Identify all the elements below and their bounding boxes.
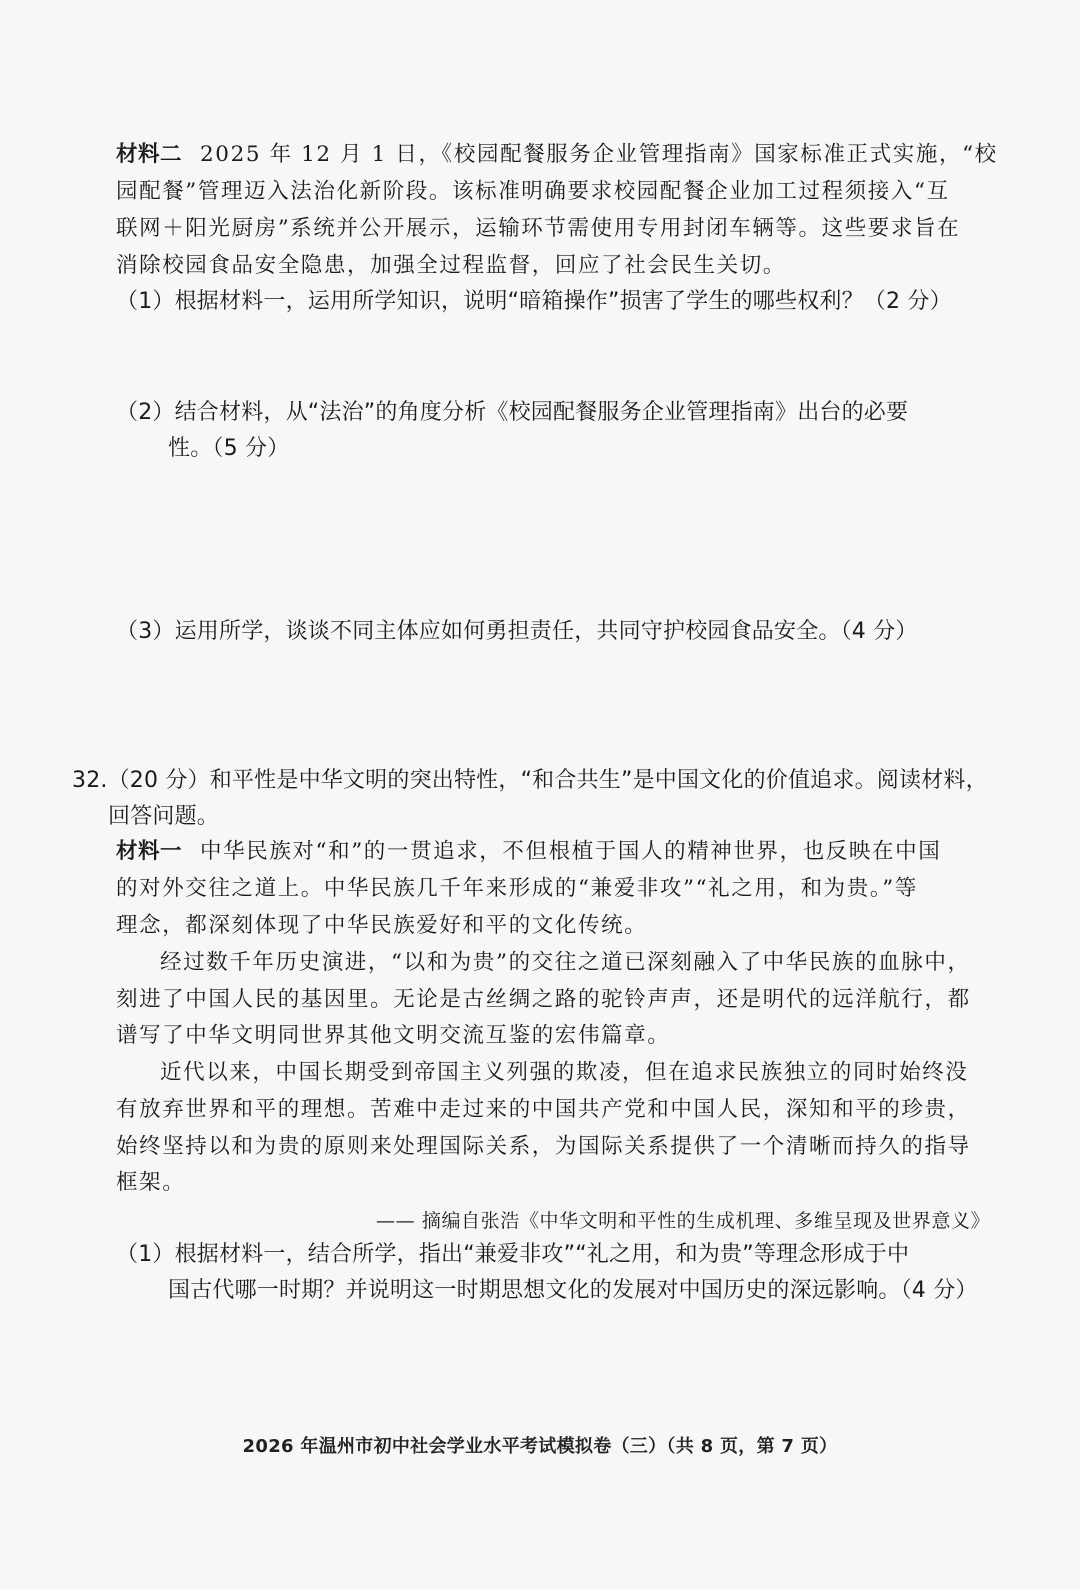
question-32-1-line-1: （1）根据材料一，结合所学，指出“兼爱非攻”“礼之用，和为贵”等理念形成于中 [116,1242,910,1267]
material2-label: 材料二 [116,142,183,167]
material1-line-1 [116,837,941,867]
question-32-1-line-2: 国古代哪一时期？并说明这一时期思想文化的发展对中国历史的深远影响。（4 分） [168,1278,978,1303]
question-31-2-line-2: 性。（5 分） [168,436,290,461]
question-31-3: （3）运用所学，谈谈不同主体应如何勇担责任，共同守护校园食品安全。（4 分） [116,619,918,644]
material1-line-9: 始终坚持以和为贵的原则来处理国际关系，为国际关系提供了一个清晰而持久的指导 [116,1134,971,1159]
material1-line-3: 理念，都深刻体现了中华民族爱好和平的文化传统。 [116,913,648,938]
question-31-1: （1）根据材料一，运用所学知识，说明“暗箱操作”损害了学生的哪些权利？（2 分） [116,289,952,314]
material1-line-6: 谱写了中华文明同世界其他文明交流互鉴的宏伟篇章。 [116,1023,671,1048]
question-32-line-1: 32.（20 分）和平性是中华文明的突出特性，“和合共生”是中国文化的价值追求。阅读材料， [72,768,988,793]
question-31-2-line-1: （2）结合材料，从“法治”的角度分析《校园配餐服务企业管理指南》出台的必要 [116,400,909,425]
material1-label: 材料一 [116,839,183,864]
material2-line-1 [116,140,998,170]
page-footer: 2026 年温州市初中社会学业水平考试模拟卷（三）（共 8 页，第 7 页） [242,1436,838,1457]
material1-source: —— 摘编自张浩《中华文明和平性的生成机理、多维呈现及世界意义》 [376,1210,991,1232]
material2-line-4: 消除校园食品安全隐患，加强全过程监督，回应了社会民生关切。 [116,253,786,278]
material1-line-2: 的对外交往之道上。中华民族几千年来形成的“兼爱非攻”“礼之用，和为贵。”等 [116,876,918,901]
material1-line-8: 有放弃世界和平的理想。苦难中走过来的中国共产党和中国人民，深知和平的珍贵， [116,1097,971,1122]
material1-line-5: 刻进了中国人民的基因里。无论是古丝绸之路的驼铃声声，还是明代的远洋航行，都 [116,987,971,1012]
material1-line-10: 框架。 [116,1170,186,1195]
question-32-line-2: 回答问题。 [108,804,220,829]
material2-text: 2025 年 12 月 1 日，《校园配餐服务企业管理指南》国家标准正式实施，“校 [200,142,998,167]
material2-line-3: 联网＋阳光厨房”系统并公开展示，运输环节需使用专用封闭车辆等。这些要求旨在 [116,216,961,241]
material1-line-4: 经过数千年历史演进，“以和为贵”的交往之道已深刻融入了中华民族的血脉中， [160,950,971,975]
material2-line-2: 园配餐”管理迈入法治化新阶段。该标准明确要求校园配餐企业加工过程须接入“互 [116,179,950,204]
material1-line-7: 近代以来，中国长期受到帝国主义列强的欺凌，但在追求民族独立的同时始终没 [160,1060,969,1085]
material1-text: 中华民族对“和”的一贯追求，不但根植于国人的精神世界，也反映在中国 [200,839,942,864]
